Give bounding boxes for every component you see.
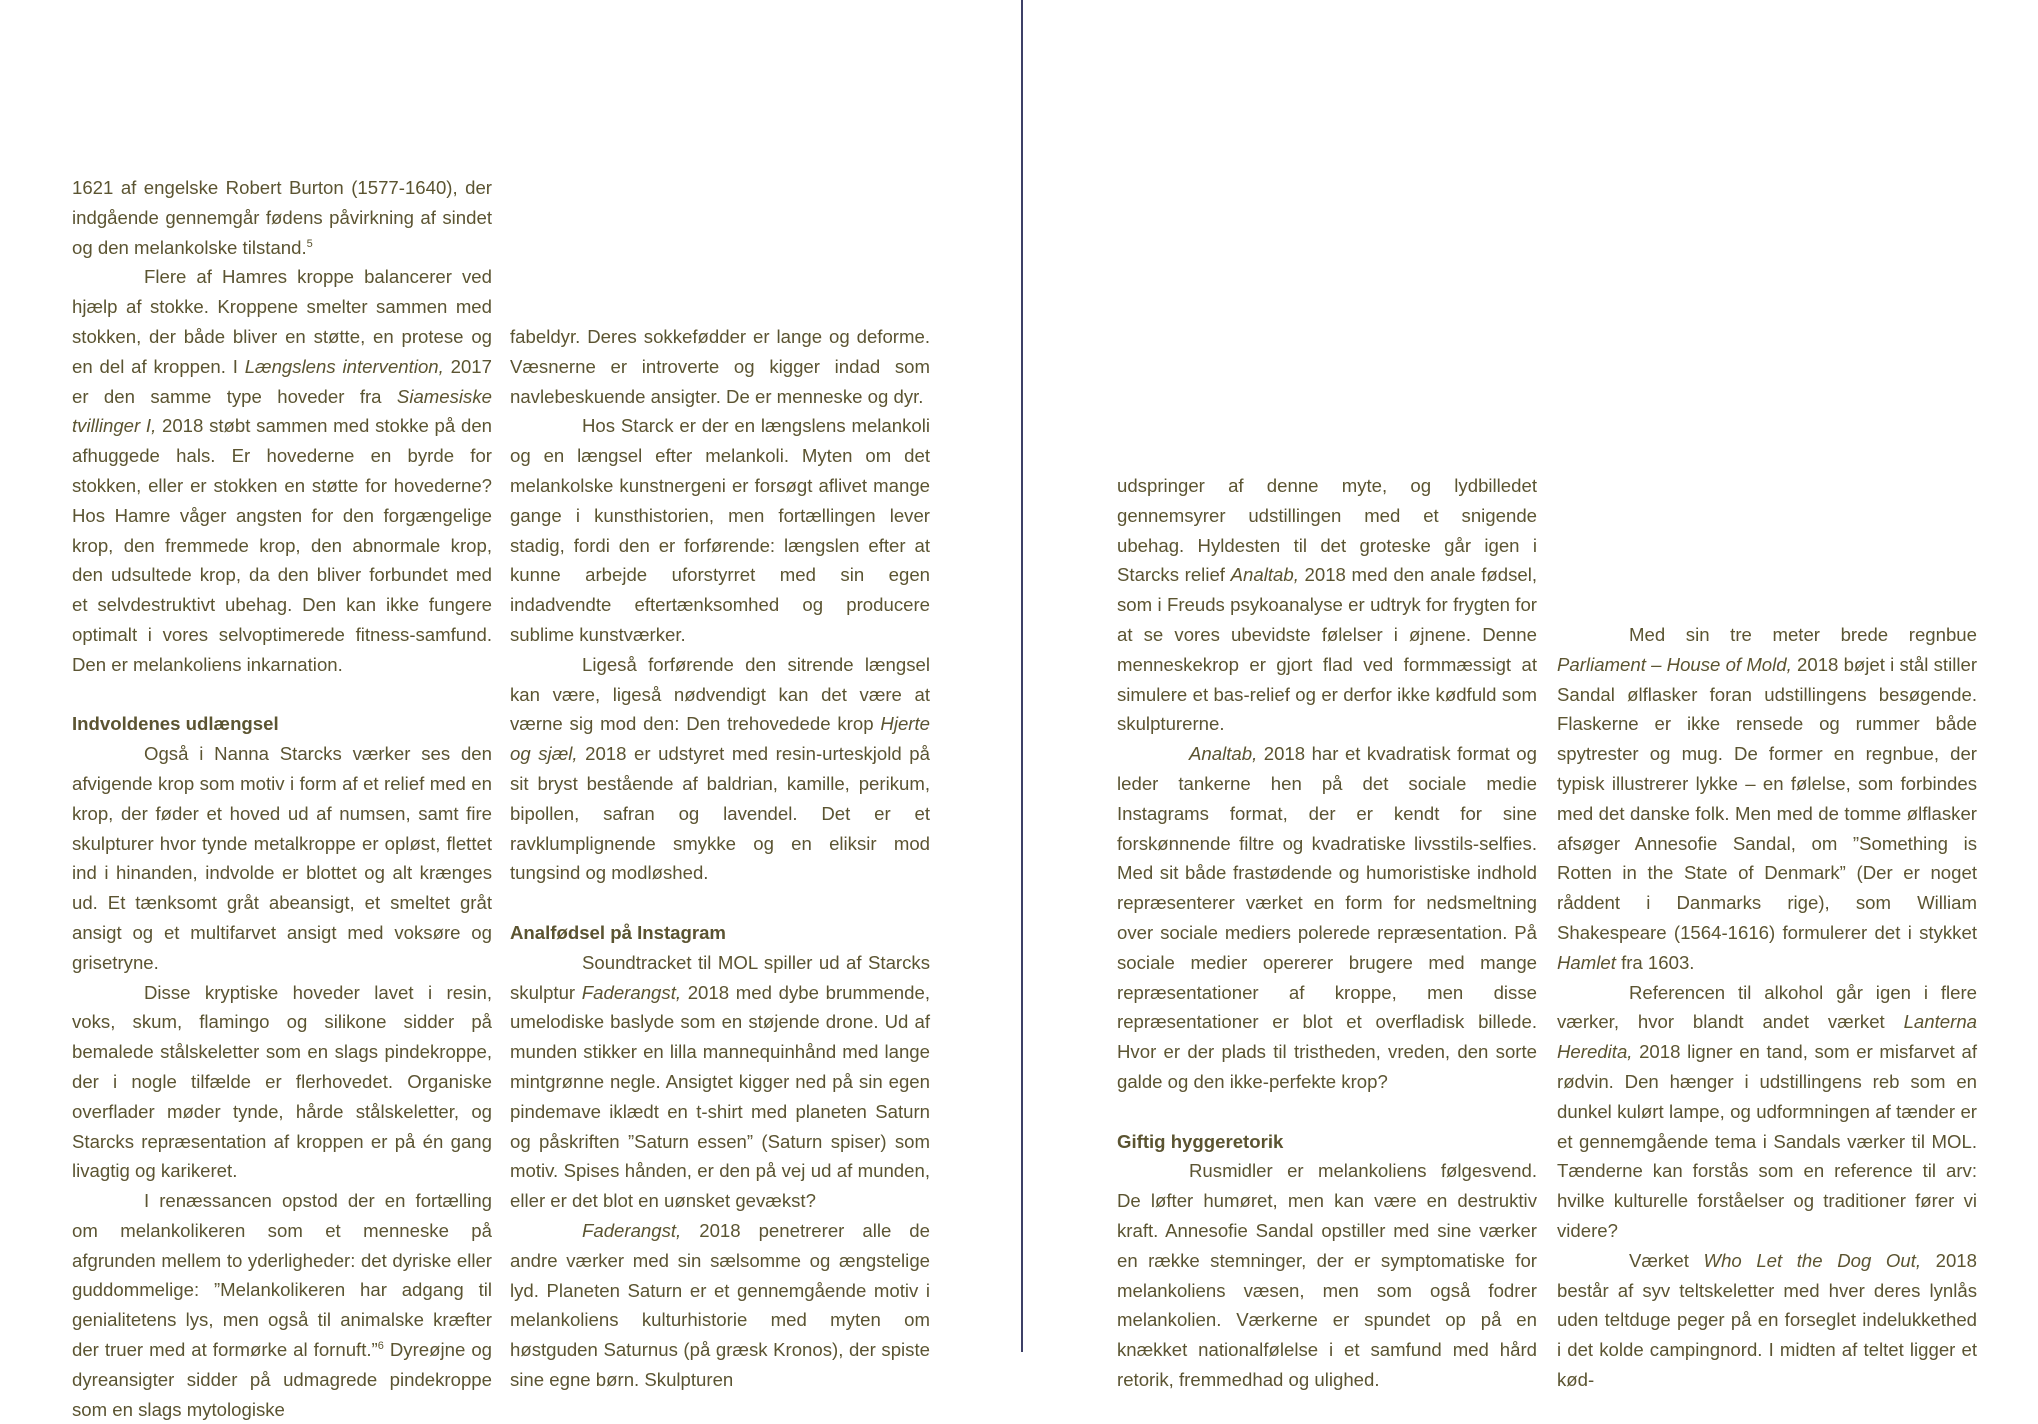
artwork-title: Længslens intervention,: [244, 355, 444, 377]
section-heading: Analfødsel på Instagram: [510, 921, 726, 943]
paragraph: Ligeså forførende den sitrende længsel kan være, ligeså nødvendigt kan det være at værne sig mod den: Den trehovedede krop Hjerte og sjæl, 2018 er udstyret med resin-urteskjold på sit bryst bestående af baldrian, kamille, perikum, bipollen, safran og lavendel. Det er et ravklumplignende smykke og en eliksir mod tungsind og modløshed.: [510, 653, 930, 884]
paragraph: Disse kryptiske hoveder lavet i resin, voks, skum, flamingo og silikone sidder på bemalede stålskeletter som en slags pindekroppe, der i nogle tilfælde er flerhovedet. Organiske overflader møder tynde, hårde stålskeletter, og Starcks repræsentation af kroppen er på én gang livagtig og karikeret.: [72, 981, 492, 1182]
paragraph: 1621 af engelske Robert Burton (1577-1640), der indgående gennemgår fødens påvirkning af sindet og den melankolske tilstand.$^5$: [72, 177, 492, 258]
paragraph: Værket Who Let the Dog Out, 2018 består af syv teltskeletter med hver deres lynlås uden teltduge peger på en forseglet indelukkethed i det kolde campingnord. I midten af teltet ligger et kød-: [1557, 1249, 1977, 1390]
section-heading: Indvoldenes udlængsel: [72, 713, 279, 735]
left-page-column-1: [72, 173, 492, 1424]
paragraph: Analtab, 2018 har et kvadratisk format og leder tankerne hen på det sociale medie Instagrams format, der er kendt for sine forskønnende filtre og kvadratiske livsstils-selfies. Med sit både frastødende og humoristiske indhold repræsenterer værket en form for nedsmeltning over sociale mediers polerede repræsentation. På sociale medier opererer brugere med mange repræsentationer af kroppe, men disse repræsentationer er blot et overfladisk billede. Hvor er der plads til tristheden, vreden, den sorte galde og den ikke-perfekte krop?: [1117, 743, 1537, 1092]
paragraph: Rusmidler er melankoliens følgesvend. De løfter humøret, men kan være en destruktiv kraft. Annesofie Sandal opstiller med sine værker en række stemninger, der er symptomatiske for melankoliens væsen, men som også fodrer melankolien. Værkerne er spundet op på en knækket nationalfølelse i et samfund med hård retorik, fremmedhad og ulighed.: [1117, 1160, 1537, 1390]
page-spread-divider: [1021, 0, 1023, 1352]
section-heading: Giftig hyggeretorik: [1117, 1130, 1284, 1152]
paragraph: I renæssancen opstod der en fortælling om melankolikeren som et menneske på afgrunden mellem to yderligheder: det dyriske eller guddommelige: ”Melankolikeren har adgang til genialitetens lys, men også til animalske kræfter der truer med at formørke al fornuft.”$^6$ Dyreøjne og dyreansigter sidder på udmagrede pindekroppe som en slags mytologiske: [72, 1190, 492, 1420]
artwork-title: Faderangst,: [582, 1219, 682, 1241]
artwork-title: Siamesiske tvillinger I,: [72, 385, 492, 437]
right-page-column-2: [1557, 620, 1977, 1395]
artwork-title: Hjerte og sjæl,: [510, 713, 930, 765]
paragraph: Også i Nanna Starcks værker ses den afvigende krop som motiv i form af et relief med en krop, der føder et hoved ud af numsen, samt fire skulpturer hvor tynde metalkroppe er opløst, flettet ind i hinanden, indvolde er blottet og alt krænges ud. Et tænksomt gråt abeansigt, et smeltet gråt ansigt og et multifarvet ansigt med voksøre og grisetryne.: [72, 743, 492, 973]
artwork-title: Analtab,: [1189, 743, 1258, 765]
paragraph: Referencen til alkohol går igen i flere værker, hvor blandt andet værket Lanterna Heredita, 2018 ligner en tand, som er misfarvet af rødvin. Den hænger i udstillingens reb som en dunkel kulørt lampe, og udformningen af tænder er et gennemgående tema i Sandals værker til MOL. Tænderne kan forstås som en reference til arv: hvilke kulturelle forståelser og traditioner fører vi videre?: [1557, 981, 1977, 1241]
artwork-title: Who Let the Dog Out,: [1703, 1249, 1922, 1271]
paragraph: Flere af Hamres kroppe balancerer ved hjælp af stokke. Kroppene smelter sammen med stokken, der både bliver en støtte, en protese og en del af kroppen. I Længslens intervention, 2017 er den samme type hoveder fra Siamesiske tvillinger I, 2018 støbt sammen med stokke på den afhuggede hals. Er hovederne en byrde for stokken, eller er stokken en støtte for hovederne? Hos Hamre våger angsten for den forgængelige krop, den fremmede krop, den abnormale krop, den udsultede krop, da den bliver forbundet med et selvdestruktivt ubehag. Den kan ikke fungere optimalt i vores selvoptimerede fitness-samfund. Den er melankoliens inkarnation.: [72, 266, 492, 675]
footnote-marker: 5: [306, 237, 313, 250]
paragraph: Faderangst, 2018 penetrerer alle de andre værker med sin sælsomme og ængstelige lyd. Planeten Saturn er et gennemgående motiv i melankoliens kulturhistorie med myten om høstguden Saturnus (på græsk Kronos), der spiste sine egne børn. Skulpturen: [510, 1219, 930, 1390]
artwork-title: Hamlet: [1557, 951, 1616, 973]
paragraph: udspringer af denne myte, og lydbilledet gennemsyrer udstillingen med et snigende ubehag. Hyldesten til det groteske går igen i Starcks relief Analtab, 2018 med den anale fødsel, som i Freuds psykoanalyse er udtryk for frygten for at se vores ubevidste følelser i øjnene. Denne menneskekrop er gjort flad ved formmæssigt at simulere et bas-relief og er derfor ikke kødfuld som skulpturerne.: [1117, 475, 1538, 735]
paragraph: fabeldyr. Deres sokkefødder er lange og deforme. Væsnerne er introverte og kigger indad som navlebeskuende ansigter. De er menneske og dyr.: [510, 326, 930, 407]
footnote-marker: 6: [377, 1339, 384, 1352]
paragraph: Hos Starck er der en længslens melankoli og en længsel efter melankoli. Myten om det melankolske kunstnergeni er forsøgt aflivet mange gange i kunsthistorien, men fortællingen lever stadig, fordi den er forførende: længslen efter at kunne arbejde uforstyrret med sin egen indadvendte eftertænksomhed og producere sublime kunstværker.: [510, 415, 930, 645]
artwork-title: Lanterna Heredita,: [1557, 1011, 1977, 1063]
paragraph: Med sin tre meter brede regnbue Parliament – House of Mold, 2018 bøjet i stål stiller Sandal ølflasker foran udstillingens besøgende. Flaskerne er ikke rensede og rummer både spytrester og mug. De former en regnbue, der typisk illustrerer lykke – en følelse, som forbindes med det danske folk. Men med de tomme ølflasker afsøger Annesofie Sandal, om ”Something is Rotten in the State of Denmark” (Der er noget råddent i Danmarks rige), som William Shakespeare (1564-1616) formulerer det i stykket Hamlet fra 1603.: [1557, 624, 1978, 973]
artwork-title: Analtab,: [1230, 564, 1299, 586]
right-page-column-1: [1117, 471, 1537, 1395]
paragraph: Soundtracket til MOL spiller ud af Starcks skulptur Faderangst, 2018 med dybe brummende, umelodiske baslyde som en støjende drone. Ud af munden stikker en lilla mannequinhånd med lange mintgrønne negle. Ansigtet kigger ned på sin egen pindemave iklædt en t-shirt med planeten Saturn og påskriften ”Saturn essen” (Saturn spiser) som motiv. Spises hånden, er den på vej ud af munden, eller er det blot en uønsket gevækst?: [510, 951, 930, 1212]
left-page-column-2: [510, 322, 930, 1395]
artwork-title: Faderangst,: [581, 981, 682, 1003]
artwork-title: Parliament – House of Mold,: [1557, 653, 1792, 675]
